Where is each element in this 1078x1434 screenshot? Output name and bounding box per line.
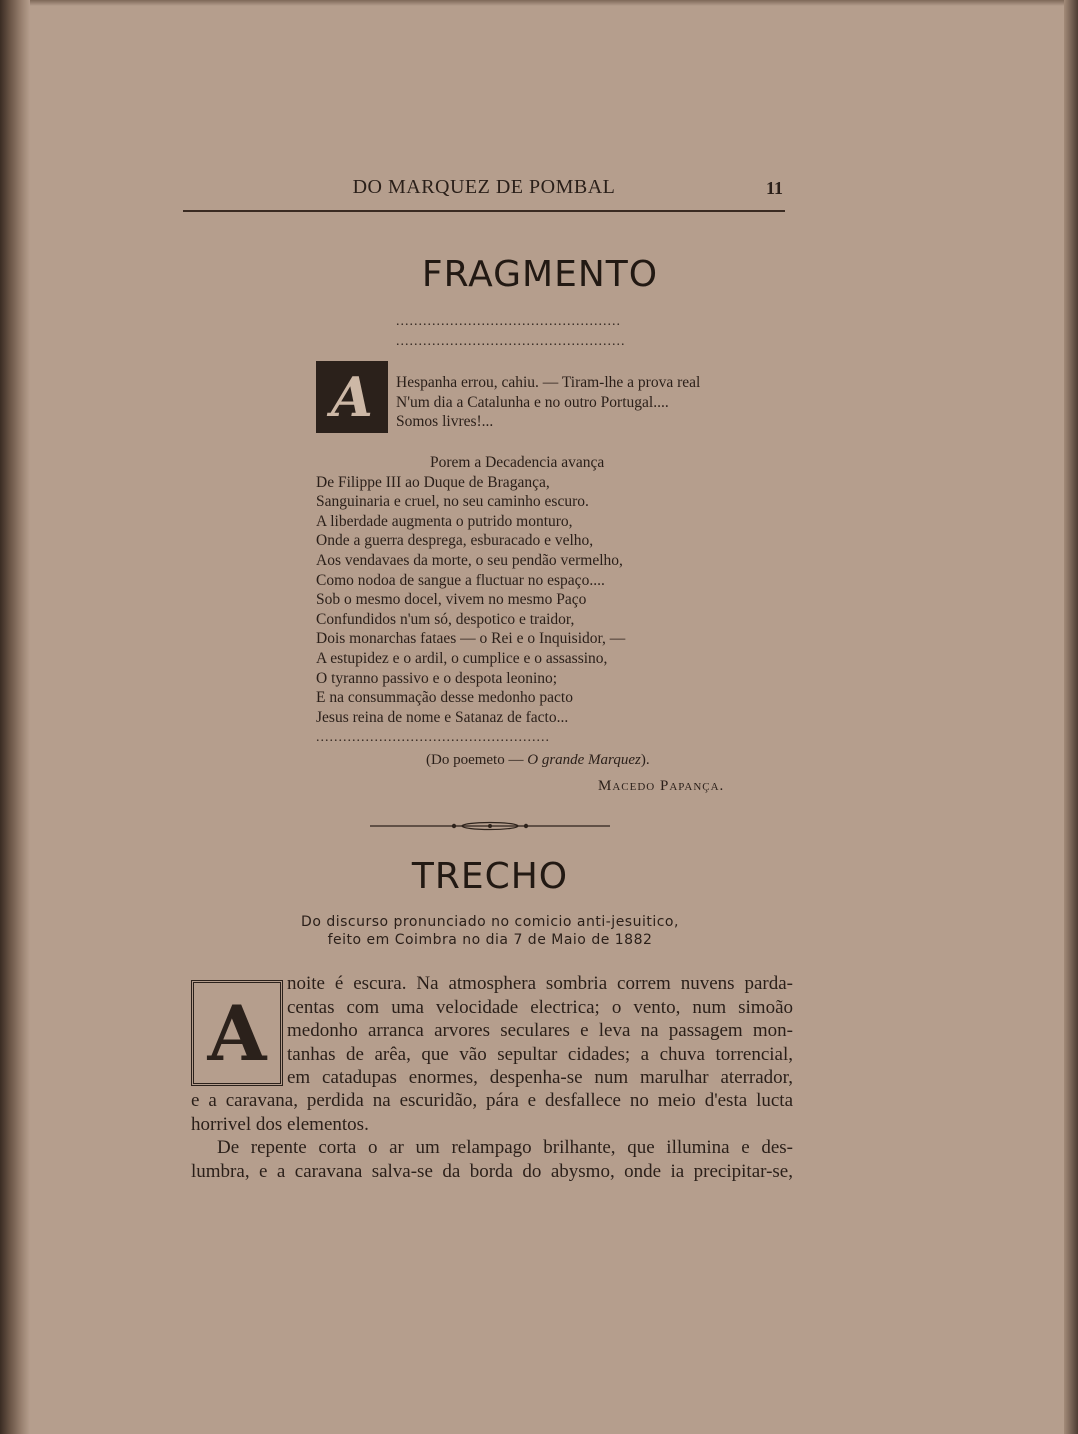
poem-source <box>426 752 650 769</box>
trecho-heading: TRECHO <box>411 856 569 897</box>
verse-line: Onde a guerra desprega, esburacado e velho, <box>316 532 594 550</box>
fragment-verse <box>316 453 625 727</box>
prose-line: De repente corta o ar um relampago brilhante, que illumina e des- <box>217 1137 793 1158</box>
verse-line: Somos livres!... <box>396 413 494 431</box>
fragment-intro-verse <box>396 373 700 432</box>
header-rule <box>183 210 785 212</box>
verse-line: A estupidez e o ardil, o cumplice e o assassino, <box>316 649 608 667</box>
trecho-subtitle: Do discurso pronunciado no comicio anti-jesuitico, <box>301 914 679 930</box>
speech-paragraph-continued <box>191 1089 793 1183</box>
page-edge <box>1064 0 1078 1434</box>
ellipsis-row: .................................................... <box>316 730 550 745</box>
prose-line: e a caravana, perdida na escuridão, pára e desfallece no meio d'esta lucta <box>191 1090 793 1111</box>
prose-line: horrivel dos elementos. <box>191 1113 369 1135</box>
ornamental-dropcap: A <box>191 980 283 1086</box>
verse-line: Hespanha errou, cahiu. — Tiram-lhe a prova real <box>396 374 701 391</box>
prose-line: noite é escura. Na atmosphera sombria correm nuvens parda- <box>287 973 793 994</box>
verse-line: De Filippe III ao Duque de Bragança, <box>316 473 550 491</box>
ornamental-dropcap: A <box>316 361 388 433</box>
ellipsis-row: .................................................. <box>396 314 621 329</box>
fragment-heading: FRAGMENTO <box>421 254 659 295</box>
ellipsis-row: ................................................... <box>396 334 626 349</box>
source-suffix: ). <box>640 752 650 768</box>
running-title: DO MARQUEZ DE POMBAL <box>352 176 616 198</box>
ornamental-divider <box>370 818 610 834</box>
verse-line: Porem a Decadencia avança <box>430 454 605 471</box>
trecho-subtitle: feito em Coimbra no dia 7 de Maio de 1882 <box>327 932 653 948</box>
source-title: O grande Marquez <box>527 752 641 768</box>
verse-line: E na consummação desse medonho pacto <box>316 689 573 707</box>
prose-line: medonho arranca arvores seculares e leva na passagem mon- <box>287 1020 793 1041</box>
source-prefix: (Do poemeto — <box>426 752 528 768</box>
poem-author: Macedo Papança. <box>598 778 725 794</box>
verse-line: Jesus reina de nome e Satanaz de facto... <box>316 708 569 726</box>
verse-line: Como nodoa de sangue a fluctuar no espaço.... <box>316 571 605 589</box>
page-number: 11 <box>765 178 783 198</box>
prose-line: em catadupas enormes, despenha-se num marulhar aterrador, <box>287 1067 793 1088</box>
verse-line: Aos vendavaes da morte, o seu pendão vermelho, <box>316 551 623 569</box>
verse-line: A liberdade augmenta o putrido monturo, <box>316 512 573 530</box>
verse-line: Dois monarchas fataes — o Rei e o Inquisidor, — <box>316 630 626 648</box>
running-head <box>183 176 785 212</box>
speech-paragraph-start <box>287 972 793 1090</box>
book-spine-shadow <box>0 0 30 1434</box>
page-top-edge <box>30 0 1064 6</box>
verse-line: Sob o mesmo docel, vivem no mesmo Paço <box>316 591 587 609</box>
verse-line: O tyranno passivo e o despota leonino; <box>316 669 558 687</box>
prose-line: centas com uma velocidade electrica; o vento, num simoão <box>287 996 793 1018</box>
prose-line: lumbra, e a caravana salva-se da borda do abysmo, onde ia precipitar-se, <box>191 1160 793 1182</box>
verse-line: Confundidos n'um só, despotico e traidor, <box>316 610 575 628</box>
prose-line: tanhas de arêa, que vão sepultar cidades; a chuva torrencial, <box>287 1043 793 1065</box>
verse-line: N'um dia a Catalunha e no outro Portugal.... <box>396 393 669 411</box>
verse-line: Sanguinaria e cruel, no seu caminho escuro. <box>316 493 589 511</box>
